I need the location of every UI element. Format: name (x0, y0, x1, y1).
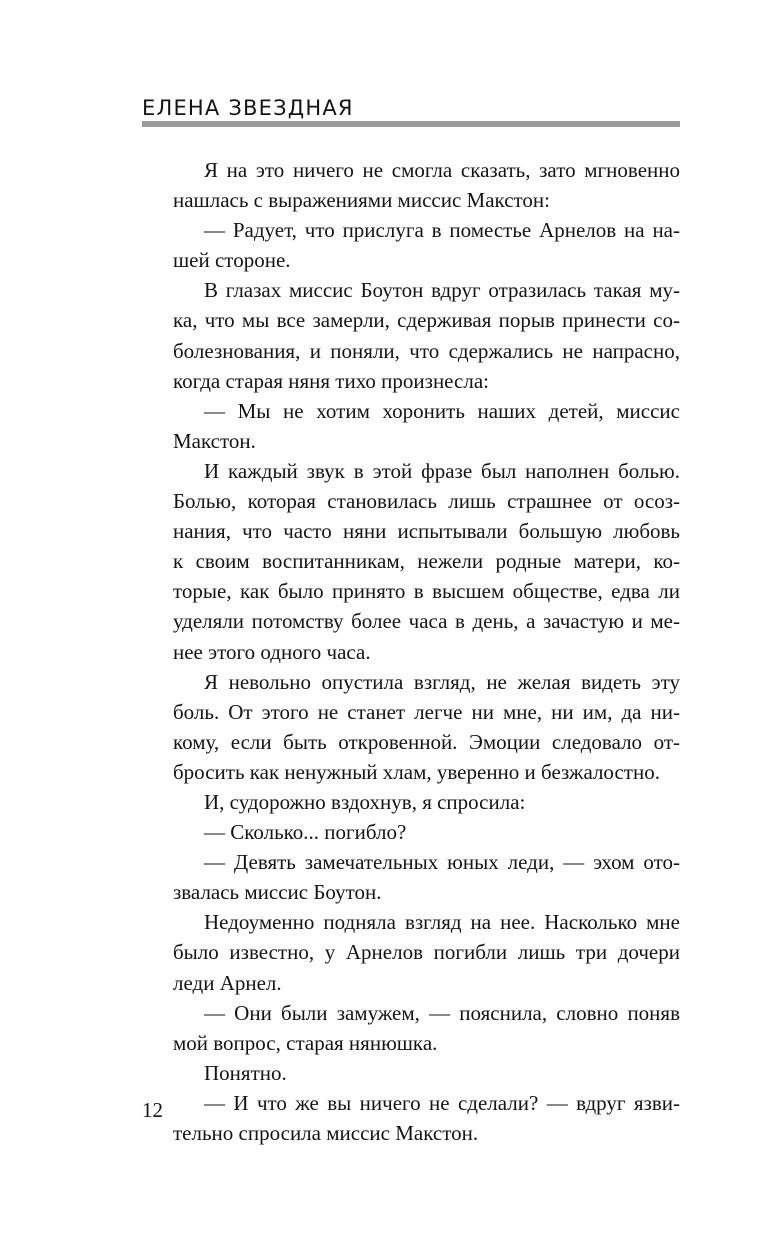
text-line: — Они были замужем, — пояснила, словно поняв (204, 1000, 680, 1025)
text-line: — Сколько... погибло? (204, 820, 407, 845)
paragraph (142, 907, 680, 997)
text-line: Макстон. (173, 428, 256, 453)
paragraph (142, 396, 680, 456)
running-head-author: ЕЛЕНА ЗВЕЗДНАЯ (142, 96, 354, 120)
paragraph (142, 215, 680, 275)
text-line: нания, что часто няни испытывали большую любовь (173, 519, 680, 544)
text-line: — Девять замечательных юных леди, — эхом ото- (204, 850, 680, 875)
text-line: — И что же вы ничего не сделали? — вдруг язви- (204, 1090, 680, 1115)
text-line: В глазах миссис Боутон вдруг отразилась такая му- (204, 278, 680, 303)
text-line: болезнования, и поняли, что сдержались не напрасно, (173, 338, 680, 363)
paragraph (142, 1088, 680, 1148)
text-line: звалась миссис Боутон. (173, 880, 382, 905)
text-line: И каждый звук в этой фразе был наполнен болью. (204, 458, 680, 483)
text-line: Недоуменно подняла взгляд на нее. Насколько мне (204, 910, 680, 935)
text-line: когда старая няня тихо произнесла: (173, 368, 489, 393)
paragraph (142, 155, 680, 215)
text-line: — Радует, что прислуга в поместье Арнелов на на- (204, 218, 680, 243)
text-line: шей стороне. (173, 248, 291, 273)
text-line: к своим воспитанникам, нежели родные матери, ко- (173, 549, 680, 574)
text-line: бросить как ненужный хлам, уверенно и безжалостно. (173, 759, 660, 784)
text-line: кому, если быть откровенной. Эмоции следовало от- (173, 729, 680, 754)
text-line: нее этого одного часа. (173, 639, 371, 664)
paragraph (142, 787, 680, 817)
body-text (142, 155, 680, 1148)
text-line: тельно спросила миссис Макстон. (173, 1121, 479, 1145)
text-line: Я невольно опустила взгляд, не желая видеть эту (204, 669, 680, 694)
paragraph (142, 998, 680, 1058)
paragraph (142, 667, 680, 787)
paragraph (142, 847, 680, 907)
text-line: торые, как было принято в высшем обществе, едва ли (173, 579, 680, 604)
text-line: — Мы не хотим хоронить наших детей, миссис (204, 398, 680, 423)
text-line: боль. От этого не станет легче ни мне, ни им, да ни- (173, 699, 680, 724)
text-line: Понятно. (204, 1060, 287, 1085)
paragraph (142, 1058, 680, 1088)
text-line: было известно, у Арнелов погибли лишь три дочери (173, 940, 680, 965)
text-line: Болью, которая становилась лишь страшнее от осоз- (173, 489, 680, 514)
page-number: 12 (142, 1098, 163, 1122)
text-line: нашлась с выражениями миссис Макстон: (173, 188, 551, 213)
paragraph (142, 456, 680, 667)
text-line: ка, что мы все замерли, сдерживая порыв принести со- (173, 308, 680, 333)
header-rule (142, 121, 680, 127)
text-line: уделяли потомству более часа в день, а зачастую и ме- (173, 609, 680, 634)
text-line: Я на это ничего не смогла сказать, зато мгновенно (204, 158, 680, 182)
paragraph (142, 817, 680, 847)
paragraph (142, 275, 680, 395)
text-line: мой вопрос, старая нянюшка. (173, 1030, 438, 1055)
text-line: леди Арнел. (173, 970, 282, 995)
text-line: И, судорожно вздохнув, я спросила: (204, 789, 526, 814)
